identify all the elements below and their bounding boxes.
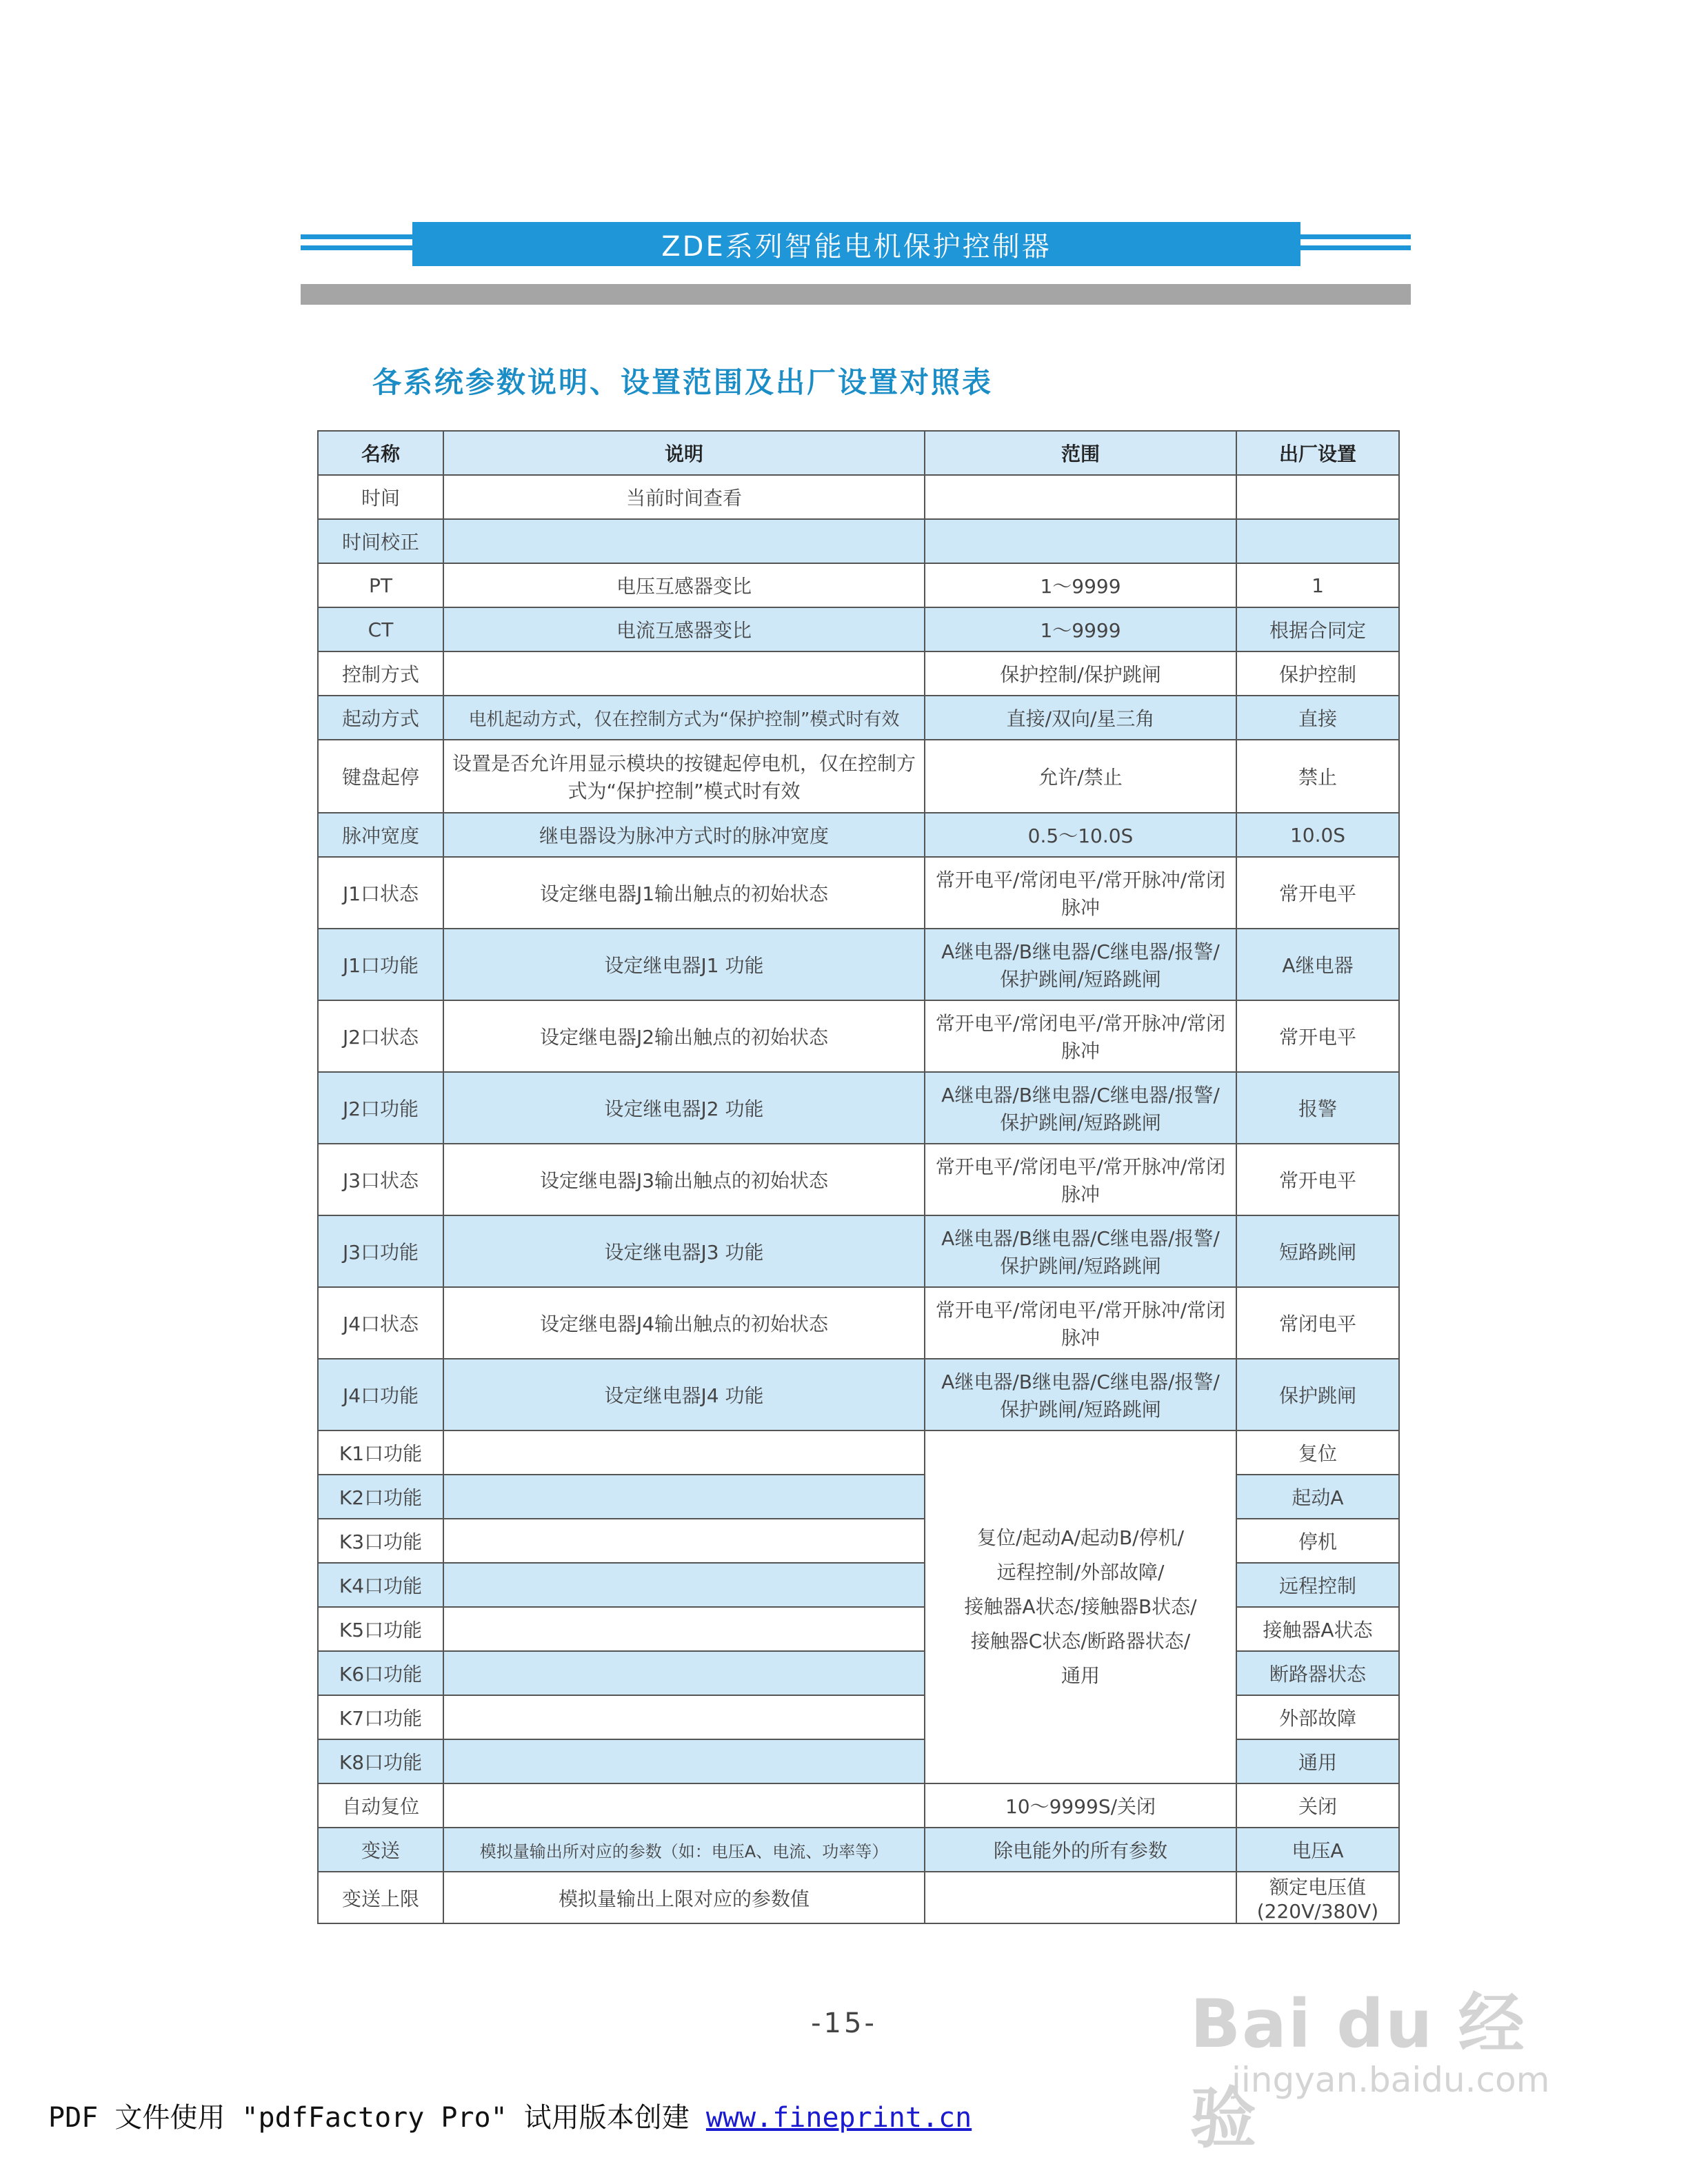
param-range: A继电器/B继电器/C继电器/报警/保护跳闸/短路跳闸 xyxy=(925,1072,1236,1144)
watermark-logo: Bai du 经验 xyxy=(1190,1985,1526,2157)
k-range-line: 复位/起动A/起动B/停机/ xyxy=(976,1526,1185,1549)
table-row xyxy=(318,1287,1399,1359)
param-default: 电压A xyxy=(1236,1828,1399,1872)
param-name: J1口状态 xyxy=(318,857,443,929)
pdf-footer xyxy=(48,2096,972,2135)
param-default: 常开电平 xyxy=(1236,1000,1399,1072)
page-number: -15- xyxy=(811,2008,877,2039)
param-range: 10～9999S/关闭 xyxy=(925,1783,1236,1828)
param-name: 起动方式 xyxy=(318,696,443,740)
param-name: 脉冲宽度 xyxy=(318,813,443,857)
table-row xyxy=(318,1739,1399,1783)
param-name: K1口功能 xyxy=(318,1430,443,1475)
param-range: A继电器/B继电器/C继电器/报警/保护跳闸/短路跳闸 xyxy=(925,929,1236,1000)
param-default: 接触器A状态 xyxy=(1236,1607,1399,1651)
table-row xyxy=(318,1828,1399,1872)
param-range: 常开电平/常闭电平/常开脉冲/常闭脉冲 xyxy=(925,1144,1236,1215)
param-desc: 设定继电器J1 功能 xyxy=(443,929,925,1000)
k-port-range xyxy=(925,1430,1236,1783)
header-title-box xyxy=(412,222,1300,266)
param-default: 关闭 xyxy=(1236,1783,1399,1828)
table-row xyxy=(318,1430,1399,1475)
param-range: A继电器/B继电器/C继电器/报警/保护跳闸/短路跳闸 xyxy=(925,1359,1236,1430)
param-default: 额定电压值(220V/380V) xyxy=(1236,1872,1399,1923)
param-name: 时间校正 xyxy=(318,519,443,563)
table-header-row xyxy=(318,431,1399,475)
table-row xyxy=(318,563,1399,607)
param-range: 0.5～10.0S xyxy=(925,813,1236,857)
param-desc: 继电器设为脉冲方式时的脉冲宽度 xyxy=(443,813,925,857)
param-name: K6口功能 xyxy=(318,1651,443,1695)
param-default: 保护跳闸 xyxy=(1236,1359,1399,1430)
param-desc: 模拟量输出所对应的参数（如：电压A、电流、功率等） xyxy=(443,1828,925,1872)
param-default: 根据合同定 xyxy=(1236,607,1399,651)
table-row xyxy=(318,929,1399,1000)
table-row xyxy=(318,857,1399,929)
param-name: J4口功能 xyxy=(318,1359,443,1430)
k-range-line: 接触器C状态/断路器状态/ xyxy=(970,1630,1191,1652)
param-range: 1～9999 xyxy=(925,563,1236,607)
table-row xyxy=(318,519,1399,563)
param-desc: 设定继电器J4 功能 xyxy=(443,1359,925,1430)
param-default: 外部故障 xyxy=(1236,1695,1399,1739)
param-range: 除电能外的所有参数 xyxy=(925,1828,1236,1872)
header-gray-bar xyxy=(301,284,1411,305)
table-row xyxy=(318,740,1399,813)
param-desc: 电压互感器变比 xyxy=(443,563,925,607)
param-desc xyxy=(443,1783,925,1828)
param-name: K4口功能 xyxy=(318,1563,443,1607)
param-name: J2口状态 xyxy=(318,1000,443,1072)
param-default: 禁止 xyxy=(1236,740,1399,813)
table-row xyxy=(318,1872,1399,1923)
param-range: 保护控制/保护跳闸 xyxy=(925,651,1236,696)
param-default: 直接 xyxy=(1236,696,1399,740)
param-default: 起动A xyxy=(1236,1475,1399,1519)
param-name: PT xyxy=(318,563,443,607)
param-name: 自动复位 xyxy=(318,1783,443,1828)
param-desc: 设定继电器J3输出触点的初始状态 xyxy=(443,1144,925,1215)
param-desc xyxy=(443,1475,925,1519)
table-row xyxy=(318,1607,1399,1651)
param-desc: 当前时间查看 xyxy=(443,475,925,519)
param-desc xyxy=(443,1563,925,1607)
column-header: 说明 xyxy=(443,431,925,475)
param-range: 直接/双向/星三角 xyxy=(925,696,1236,740)
param-desc: 设定继电器J4输出触点的初始状态 xyxy=(443,1287,925,1359)
param-desc xyxy=(443,651,925,696)
table-row xyxy=(318,1783,1399,1828)
table-row xyxy=(318,607,1399,651)
param-name: 变送 xyxy=(318,1828,443,1872)
param-default xyxy=(1236,475,1399,519)
param-desc: 模拟量输出上限对应的参数值 xyxy=(443,1872,925,1923)
table-row xyxy=(318,1695,1399,1739)
param-default: 复位 xyxy=(1236,1430,1399,1475)
param-name: 时间 xyxy=(318,475,443,519)
watermark-url: jingyan.baidu.com xyxy=(1232,2060,1550,2100)
param-default: 远程控制 xyxy=(1236,1563,1399,1607)
param-name: K2口功能 xyxy=(318,1475,443,1519)
param-default: 常闭电平 xyxy=(1236,1287,1399,1359)
table-row xyxy=(318,1359,1399,1430)
param-range: 常开电平/常闭电平/常开脉冲/常闭脉冲 xyxy=(925,1287,1236,1359)
param-default: 常开电平 xyxy=(1236,1144,1399,1215)
table-row xyxy=(318,696,1399,740)
param-desc xyxy=(443,1695,925,1739)
param-name: J2口功能 xyxy=(318,1072,443,1144)
param-default: 停机 xyxy=(1236,1519,1399,1563)
table-row xyxy=(318,1475,1399,1519)
param-range xyxy=(925,1872,1236,1923)
param-default: A继电器 xyxy=(1236,929,1399,1000)
param-range: 常开电平/常闭电平/常开脉冲/常闭脉冲 xyxy=(925,857,1236,929)
param-default: 10.0S xyxy=(1236,813,1399,857)
param-name: K3口功能 xyxy=(318,1519,443,1563)
param-desc: 电机起动方式，仅在控制方式为“保护控制”模式时有效 xyxy=(443,696,925,740)
param-name: 键盘起停 xyxy=(318,740,443,813)
param-default: 常开电平 xyxy=(1236,857,1399,929)
footer-text: PDF 文件使用 "pdfFactory Pro" 试用版本创建 xyxy=(48,2102,706,2134)
parameter-table xyxy=(317,430,1400,1924)
k-range-line: 远程控制/外部故障/ xyxy=(996,1561,1165,1584)
param-desc xyxy=(443,1651,925,1695)
param-default: 1 xyxy=(1236,563,1399,607)
table-row xyxy=(318,1000,1399,1072)
param-default: 报警 xyxy=(1236,1072,1399,1144)
table-row xyxy=(318,651,1399,696)
column-header: 名称 xyxy=(318,431,443,475)
k-range-line: 通用 xyxy=(1061,1664,1100,1687)
param-desc: 设定继电器J2输出触点的初始状态 xyxy=(443,1000,925,1072)
baidu-watermark xyxy=(1190,1972,1576,2157)
param-desc: 设定继电器J1输出触点的初始状态 xyxy=(443,857,925,929)
table-row xyxy=(318,1215,1399,1287)
param-name: K5口功能 xyxy=(318,1607,443,1651)
param-name: K8口功能 xyxy=(318,1739,443,1783)
param-range: 允许/禁止 xyxy=(925,740,1236,813)
param-range: 1～9999 xyxy=(925,607,1236,651)
table-row xyxy=(318,1519,1399,1563)
footer-link[interactable]: www.fineprint.cn xyxy=(705,2102,972,2134)
param-desc xyxy=(443,1739,925,1783)
param-desc xyxy=(443,1519,925,1563)
param-name: J3口功能 xyxy=(318,1215,443,1287)
table-row xyxy=(318,1651,1399,1695)
param-range xyxy=(925,519,1236,563)
column-header: 范围 xyxy=(925,431,1236,475)
table-row xyxy=(318,1563,1399,1607)
param-desc xyxy=(443,519,925,563)
param-name: CT xyxy=(318,607,443,651)
table-row xyxy=(318,1144,1399,1215)
param-default: 短路跳闸 xyxy=(1236,1215,1399,1287)
table-row xyxy=(318,813,1399,857)
param-default xyxy=(1236,519,1399,563)
k-range-line: 接触器A状态/接触器B状态/ xyxy=(964,1595,1197,1618)
param-name: J1口功能 xyxy=(318,929,443,1000)
param-default: 断路器状态 xyxy=(1236,1651,1399,1695)
param-name: J4口状态 xyxy=(318,1287,443,1359)
param-range: A继电器/B继电器/C继电器/报警/保护跳闸/短路跳闸 xyxy=(925,1215,1236,1287)
table-row xyxy=(318,475,1399,519)
param-name: 变送上限 xyxy=(318,1872,443,1923)
param-desc: 设置是否允许用显示模块的按键起停电机，仅在控制方式为“保护控制”模式时有效 xyxy=(443,740,925,813)
param-desc: 电流互感器变比 xyxy=(443,607,925,651)
column-header: 出厂设置 xyxy=(1236,431,1399,475)
param-default: 通用 xyxy=(1236,1739,1399,1783)
section-heading: 各系统参数说明、设置范围及出厂设置对照表 xyxy=(372,365,994,399)
param-name: K7口功能 xyxy=(318,1695,443,1739)
param-name: 控制方式 xyxy=(318,651,443,696)
param-desc xyxy=(443,1607,925,1651)
param-desc xyxy=(443,1430,925,1475)
table-row xyxy=(318,1072,1399,1144)
param-range xyxy=(925,475,1236,519)
param-range: 常开电平/常闭电平/常开脉冲/常闭脉冲 xyxy=(925,1000,1236,1072)
param-desc: 设定继电器J2 功能 xyxy=(443,1072,925,1144)
header-title: ZDE系列智能电机保护控制器 xyxy=(661,230,1052,263)
param-name: J3口状态 xyxy=(318,1144,443,1215)
param-default: 保护控制 xyxy=(1236,651,1399,696)
param-desc: 设定继电器J3 功能 xyxy=(443,1215,925,1287)
